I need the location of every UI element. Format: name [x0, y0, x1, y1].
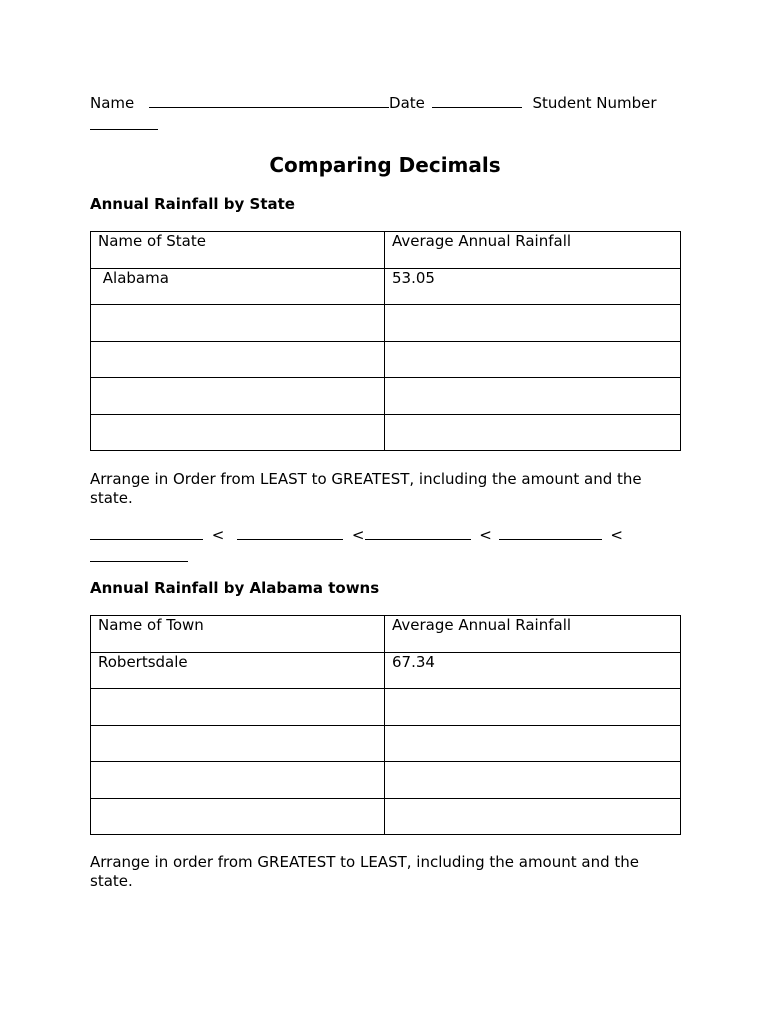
- town-cell[interactable]: [91, 689, 385, 726]
- town-rainfall-table: [90, 615, 681, 835]
- page-title: Comparing Decimals: [269, 153, 501, 177]
- student-number-line-wrap: [90, 115, 158, 134]
- less-than-symbol: <: [351, 526, 365, 544]
- table-row: [91, 798, 681, 835]
- table-row: [91, 305, 681, 342]
- state-cell[interactable]: [91, 378, 385, 415]
- town-cell[interactable]: Robertsdale: [91, 652, 385, 689]
- header-line: [90, 93, 657, 112]
- table-row: [91, 689, 681, 726]
- section-heading-towns: Annual Rainfall by Alabama towns: [90, 579, 380, 597]
- rainfall-cell[interactable]: [385, 341, 681, 378]
- rainfall-cell[interactable]: [385, 798, 681, 835]
- table-header-row: [91, 232, 681, 269]
- order-blank-4[interactable]: [499, 525, 602, 540]
- order-blank-3[interactable]: [365, 525, 471, 540]
- date-field[interactable]: [432, 93, 522, 108]
- table-row: [91, 652, 681, 689]
- state-cell[interactable]: [91, 341, 385, 378]
- rainfall-cell[interactable]: [385, 414, 681, 451]
- rainfall-cell[interactable]: 67.34: [385, 652, 681, 689]
- rainfall-cell[interactable]: [385, 689, 681, 726]
- table-row: [91, 378, 681, 415]
- name-label: Name: [90, 94, 135, 112]
- state-cell[interactable]: [91, 414, 385, 451]
- town-cell[interactable]: [91, 725, 385, 762]
- ordering-blanks-row: [90, 525, 623, 544]
- rainfall-cell[interactable]: [385, 762, 681, 799]
- town-cell[interactable]: [91, 762, 385, 799]
- order-blank-5[interactable]: [90, 547, 188, 562]
- student-number-field[interactable]: [90, 115, 158, 130]
- instruction-greatest-to-least: Arrange in order from GREATEST to LEAST, including the amount and the state.: [90, 853, 640, 890]
- instruction-least-to-greatest: Arrange in Order from LEAST to GREATEST, including the amount and the state.: [90, 470, 642, 507]
- column-header: Name of State: [91, 232, 385, 269]
- column-header: Name of Town: [91, 616, 385, 653]
- column-header: Average Annual Rainfall: [385, 616, 681, 653]
- order-blank-1[interactable]: [90, 525, 203, 540]
- town-cell[interactable]: [91, 798, 385, 835]
- order-blank-2[interactable]: [237, 525, 343, 540]
- rainfall-cell[interactable]: 53.05: [385, 268, 681, 305]
- name-field[interactable]: [149, 93, 389, 108]
- section-heading-state: Annual Rainfall by State: [90, 195, 295, 213]
- less-than-symbol: <: [479, 526, 492, 544]
- rainfall-cell[interactable]: [385, 305, 681, 342]
- rainfall-cell[interactable]: [385, 378, 681, 415]
- table-row: [91, 268, 681, 305]
- less-than-symbol: <: [610, 526, 623, 544]
- table-row: [91, 341, 681, 378]
- column-header: Average Annual Rainfall: [385, 232, 681, 269]
- student-number-label: Student Number: [532, 94, 657, 112]
- table-row: [91, 414, 681, 451]
- table-row: [91, 762, 681, 799]
- rainfall-cell[interactable]: [385, 725, 681, 762]
- table-row: [91, 725, 681, 762]
- date-label: Date: [389, 94, 425, 112]
- ordering-blanks-row-2: [90, 547, 188, 566]
- less-than-symbol: <: [211, 526, 225, 544]
- state-rainfall-table: [90, 231, 681, 451]
- state-cell[interactable]: [91, 305, 385, 342]
- state-cell[interactable]: Alabama: [91, 268, 385, 305]
- table-header-row: [91, 616, 681, 653]
